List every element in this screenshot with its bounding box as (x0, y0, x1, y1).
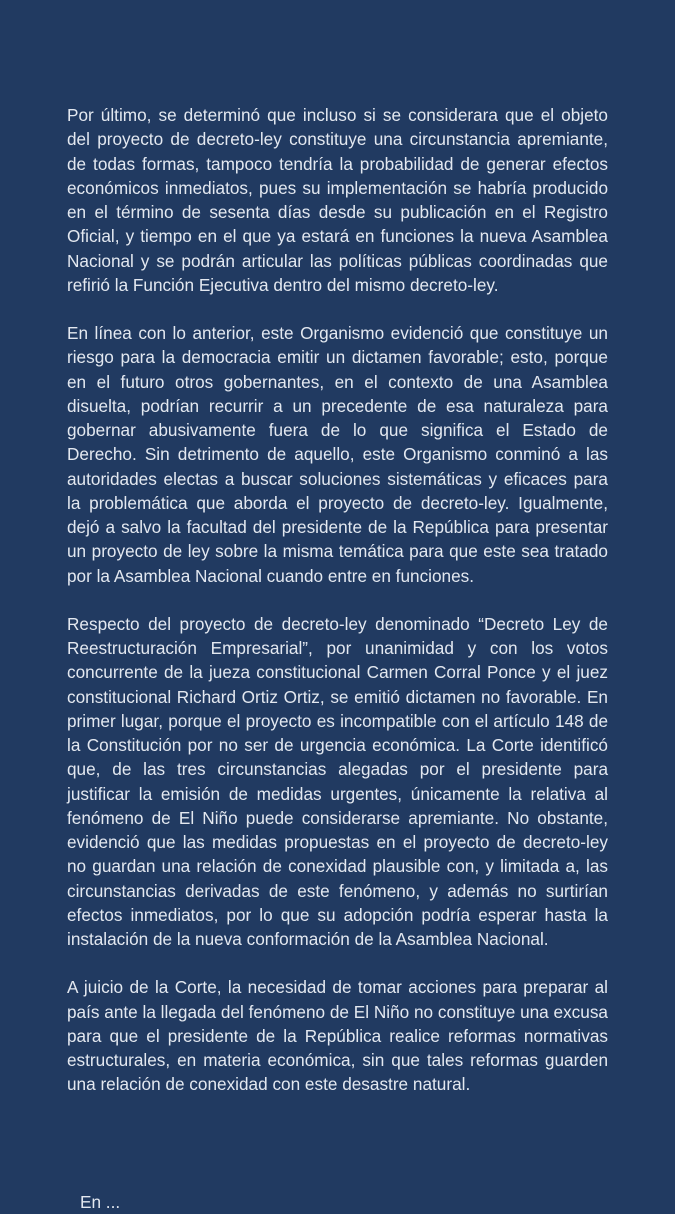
paragraph-4: A juicio de la Corte, la necesidad de tomar acciones para preparar al país ante la llegada del fenómeno de El Niño no constituye una excusa para que el presidente de la República realice reformas normativas estructurales, en materia económica, sin que tales reformas guarden una relación de conexidad con este desastre natural. (67, 977, 608, 1095)
paragraph-2: En línea con lo anterior, este Organismo evidenció que constituye un riesgo para la democracia emitir un dictamen favorable; esto, porque en el futuro otros gobernantes, en el contexto de una Asamblea disuelta, podrían recurrir a un precedente de esa naturaleza para gobernar abusivamente fuera de lo que significa el Estado de Derecho. Sin detrimento de aquello, este Organismo conminó a las autoridades electas a buscar soluciones sistemáticas y eficaces para la problemática que aborda el proyecto de decreto-ley. Igualmente, dejó a salvo la facultad del presidente de la República para presentar un proyecto de ley sobre la misma temática para que este sea tratado por la Asamblea Nacional cuando entre en funciones. (67, 323, 608, 586)
paragraph-3: Respecto del proyecto de decreto-ley denominado “Decreto Ley de Reestructuración Empresarial”, por unanimidad y con los votos concurrente de la jueza constitucional Carmen Corral Ponce y el juez constitucional Richard Ortiz Ortiz, se emitió dictamen no favorable. En primer lugar, porque el proyecto es incompatible con el artículo 148 de la Constitución por no ser de urgencia económica. La Corte identificó que, de las tres circunstancias alegadas por el presidente para justificar la emisión de medidas urgentes, únicamente la relativa al fenómeno de El Niño puede considerarse apremiante. No obstante, evidenció que las medidas propuestas en el proyecto de decreto-ley no guardan una relación de conexidad plausible con, y limitada a, las circunstancias derivadas de este fenómeno, y además no surtirían efectos inmediatos, por lo que su adopción podría esperar hasta la instalación de la nueva conformación de la Asamblea Nacional. (67, 613, 608, 949)
paragraph-1: Por último, se determinó que incluso si se considerara que el objeto del proyecto de decreto-ley constituye una circunstancia apremiante, de todas formas, tampoco tendría la probabilidad de generar efectos económicos inmediatos, pues su implementación se habría producido en el término de sesenta días desde su publicación en el Registro Oficial, y tiempo en el que ya estará en funciones la nueva Asamblea Nacional y se podrán articular las políticas públicas coordinadas que refirió la Función Ejecutiva dentro del mismo decreto-ley. (67, 105, 608, 295)
cutoff-text: En ... (80, 1192, 121, 1212)
